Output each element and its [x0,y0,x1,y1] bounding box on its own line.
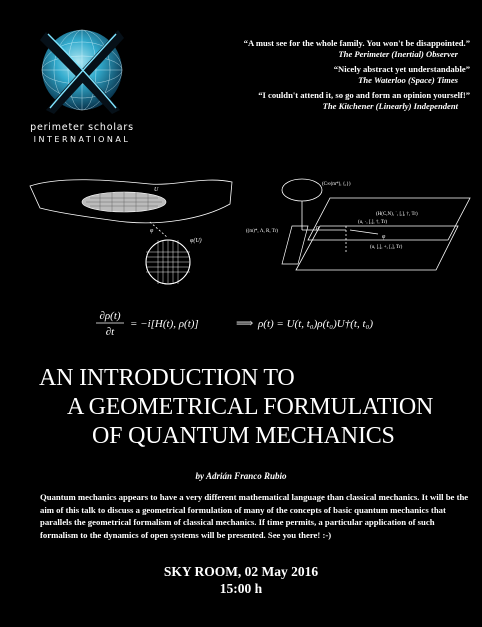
manifold-chart-figure [30,180,232,284]
label-bottom: (u, [,], +, [,], Tr) [370,245,403,250]
title-line-3: OF QUANTUM MECHANICS [92,423,395,449]
geometry-figures [0,168,482,308]
quote-text: “A must see for the whole family. You won't be disappointed.” [243,38,470,48]
label-right: (H(C,N), ˙, [,], †, Tr) [376,212,418,217]
quote-2 [160,64,470,85]
globe-x-logo-icon [12,12,152,124]
abstract: Quantum mechanics appears to have a very different mathematical language than classical mechanics. It will be the aim of this talk to discuss a geometrical formulation of many of the concepts of basic quantum mechanics that parallels the geometrical formalism of classical mechanics. If time permits, a particular application of such formalism to the dynamics of open systems will be presented. See you there! :-) [40,492,469,540]
equation-arrow: ⟹ [236,316,254,330]
label-top: (C∞(m*), {,}) [322,182,351,187]
logo-text-line1: perimeter scholars [30,122,134,133]
equation-denominator: ∂t [105,326,115,338]
equation-numerator: ∂ρ(t) [99,310,121,322]
label-mid: (u, ·, [,], †, Tr) [358,220,388,225]
label-u: U [154,187,159,193]
venue-block [0,563,482,597]
quote-source: The Kitchener (Linearly) Independent [322,100,458,111]
title-line-1: AN INTRODUCTION TO [39,365,295,391]
perimeter-scholars-logo [12,12,152,150]
quote-text: “I couldn't attend it, so go and form an opinion yourself!” [258,90,470,100]
von-neumann-equation [0,306,482,340]
label-phi-2: φ [382,234,386,240]
logo-text-line2: INTERNATIONAL [33,135,131,144]
quote-text: “Nicely abstract yet understandable” [333,64,470,74]
equation-rhs1: = −i[H(t), ρ(t)] [130,318,199,330]
quote-source: The Waterloo (Space) Times [358,74,458,85]
quote-1 [160,38,470,59]
venue-place-date: SKY ROOM, 02 May 2016 [163,564,319,579]
label-rho: ρ [316,225,319,231]
equation-rhs2: ρ(t) = U(t, t₀)ρ(t₀)U†(t, t₀) [258,318,373,330]
venue-time: 15:00 h [219,581,263,596]
label-phi-u: φ(U) [190,238,202,244]
label-left: ((m)*, Λ, R, Tr) [246,229,278,234]
quote-source: The Perimeter (Inertial) Observer [338,48,458,59]
label-phi: φ [150,228,154,234]
talk-title [0,364,482,451]
author: by Adrián Franco Rubio [195,471,287,481]
title-line-2: A GEOMETRICAL FORMULATION [67,394,434,420]
quotes-block [160,38,470,116]
quote-3 [160,90,470,111]
